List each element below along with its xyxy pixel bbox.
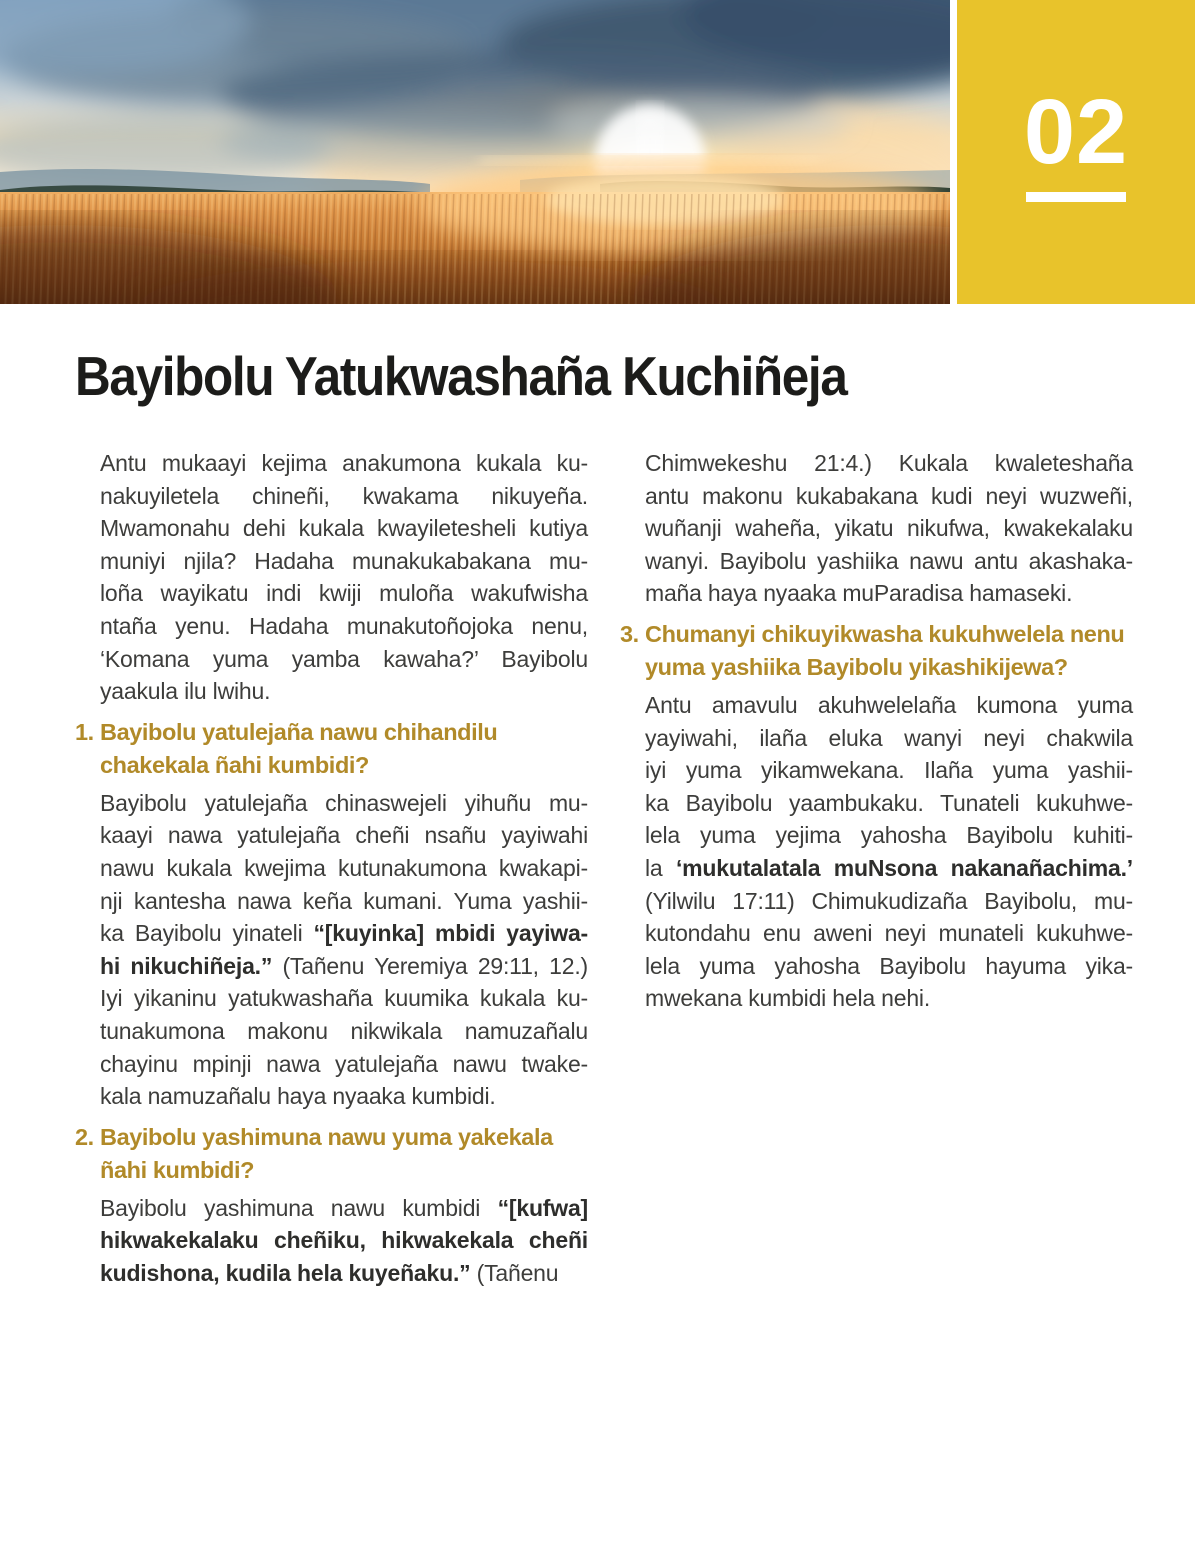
question-heading (75, 716, 588, 782)
question-heading-line: Bayibolu yashimuna nawu yuma yakekala (100, 1123, 553, 1150)
question-heading-line: yuma yashiika Bayibolu yikashikijewa? (645, 653, 1068, 680)
text-line: Antu mukaayi kejima anakumona kukala ku- (100, 450, 588, 476)
text-line: wuñanji waheña, yikatu nikufwa, kwakekalaku (645, 515, 1133, 542)
chapter-number: 02 (1023, 81, 1129, 183)
text-line: lela yuma yahosha Bayibolu hayuma yika- (645, 952, 1133, 979)
text-line: iyi yuma yikamwekana. Ilaña yuma yashii- (645, 757, 1133, 784)
text-line: Mwamonahu dehi kukala kwayiletesheli kutiya (100, 515, 588, 542)
text-line: lela yuma yejima yahosha Bayibolu kuhiti- (645, 822, 1133, 849)
text-line: hikwakekalaku cheñiku, hikwakekala cheñi (100, 1227, 588, 1254)
text-line: Chimwekeshu 21:4.) Kukala kwaleteshaña (645, 450, 1133, 476)
text-line: maña haya nyaaka muParadisa hamaseki. (645, 580, 1073, 607)
wheat-field-sunset-illustration (0, 0, 950, 304)
text-line: kutondahu enu aweni neyi munateli kukuhwe- (645, 920, 1133, 947)
text-line: ntaña yenu. Hadaha munakutoñojoka nenu, (100, 612, 588, 639)
text-line: nakuyiletela chineñi, kwakama nikuyeña. (100, 482, 588, 509)
text-line: wanyi. Bayibolu yashiika nawu antu akashaka- (645, 547, 1133, 574)
text-line: muniyi njila? Hadaha munakukabakana mu- (100, 547, 588, 574)
text-line: antu makonu kukabakana kudi neyi wuzweñi, (645, 482, 1133, 509)
text-line: kala namuzañalu haya nyaaka kumbidi. (100, 1083, 496, 1110)
text-line: chayinu mpinji nawa yatulejaña nawu twake- (100, 1050, 588, 1077)
question-heading-line: Bayibolu yatulejaña nawu chihandilu (100, 718, 498, 745)
text-line: tunakumona makonu nikwikala namuzañalu (100, 1017, 588, 1044)
text-line: ka Bayibolu yinateli “[kuyinka] mbidi yayiwa- (100, 920, 588, 947)
body-paragraph (645, 689, 1133, 1015)
text-line: mwekana kumbidi hela nehi. (645, 985, 931, 1012)
text-line: Bayibolu yatulejaña chinaswejeli yihuñu mu- (100, 789, 588, 816)
question-number: 1. (75, 718, 94, 745)
text-line: yaakula ilu lwihu. (100, 678, 271, 705)
text-line: nji kantesha nawa keña kumani. Yuma yashii- (100, 887, 588, 914)
chapter-number-underline (1026, 192, 1126, 202)
text-line: loña wayikatu indi kwiji muloña wakufwisha (100, 580, 588, 607)
text-line: Iyi yikaninu yatukwashaña kuumika kukala ku- (100, 985, 588, 1012)
text-line: hi nikuchiñeja.” (Tañenu Yeremiya 29:11, 12.) (100, 952, 588, 979)
question-heading (75, 1121, 588, 1187)
header-photo-wheat-field (0, 0, 950, 304)
body-paragraph (100, 787, 588, 1113)
question-heading-line: Chumanyi chikuyikwasha kukuhwelela nenu (645, 620, 1125, 647)
question-number: 2. (75, 1123, 94, 1150)
right-column (620, 447, 1133, 1015)
text-line: kudishona, kudila hela kuyeñaku.” (Tañenu (100, 1259, 559, 1286)
question-heading-line: chakekala ñahi kumbidi? (100, 751, 369, 778)
text-line: la ‘mukutalatala muNsona nakanañachima.’ (645, 854, 1133, 881)
body-paragraph (645, 447, 1133, 610)
text-line: nawu kukala kwejima kutunakumona kwakapi- (100, 854, 588, 881)
body-paragraph (100, 447, 588, 708)
question-heading-line: ñahi kumbidi? (100, 1156, 255, 1183)
text-line: Bayibolu yashimuna nawu kumbidi “[kufwa] (100, 1194, 588, 1221)
page-title: Bayibolu Yatukwashaña Kuchiñeja (75, 345, 847, 407)
chapter-number-box (957, 0, 1195, 304)
text-line: (Yilwilu 17:11) Chimukudizaña Bayibolu, mu- (645, 887, 1133, 914)
question-heading (620, 618, 1133, 684)
text-line: kaayi nawa yatulejaña cheñi nsañu yayiwahi (100, 822, 588, 849)
left-column (75, 447, 588, 1289)
text-line: Antu amavulu akuhwelelaña kumona yuma (645, 691, 1133, 718)
body-paragraph (100, 1192, 588, 1290)
question-number: 3. (620, 620, 639, 647)
text-line: yayiwahi, ilaña eluka wanyi neyi chakwila (645, 724, 1133, 751)
text-line: ka Bayibolu yaambukaku. Tunateli kukuhwe- (645, 789, 1133, 816)
text-line: ‘Komana yuma yamba kawaha?’ Bayibolu (100, 645, 588, 672)
